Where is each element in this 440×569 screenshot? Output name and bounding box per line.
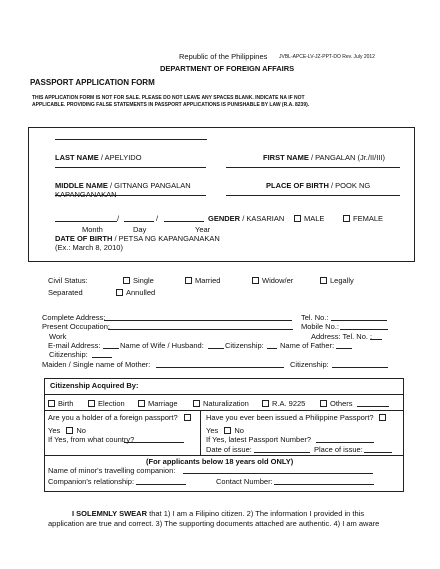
place-of-birth-label: PLACE OF BIRTH / POOK NG: [266, 181, 371, 190]
email-field[interactable]: [103, 348, 119, 349]
contact-number-label: Contact Number:: [216, 477, 273, 486]
last-name-label: LAST NAME / APELYIDO: [55, 153, 142, 162]
civil-status-label: Civil Status:: [48, 276, 88, 285]
department-name: DEPARTMENT OF FOREIGN AFFAIRS: [160, 64, 295, 73]
mother-citizenship-label: Citizenship:: [290, 360, 329, 369]
gender-female-option[interactable]: FEMALE: [343, 214, 383, 223]
work-tel-field[interactable]: [370, 339, 382, 340]
country-name: Republic of the Philippines: [179, 52, 268, 61]
work-label: Work: [49, 332, 67, 341]
naturalization-checkbox[interactable]: [193, 400, 200, 407]
tel-no-label: Tel. No.:: [301, 313, 329, 322]
complete-address-field[interactable]: [104, 320, 292, 321]
foreign-country-label: If Yes, from what country?: [48, 435, 135, 444]
form-code: JVBL-APCE-LV-JZ-PPT-DO Rev. July 2012: [279, 54, 375, 60]
middle-name-sub: KAPANGANAKAN: [55, 190, 117, 199]
dob-label: DATE OF BIRTH / PETSA NG KAPANGANAKAN: [55, 234, 220, 243]
divider: [200, 410, 201, 455]
notice-line-1: THIS APPLICATION FORM IS NOT FOR SALE. PLEASE DO NOT LEAVE ANY SPACES BLANK. INDICATE NA IF NOT: [32, 95, 305, 101]
father-name-field[interactable]: [336, 348, 352, 349]
dob-slash-2: /: [156, 214, 159, 223]
single-checkbox[interactable]: [123, 277, 130, 284]
tel-no-field[interactable]: [331, 320, 387, 321]
occupation-field[interactable]: [108, 329, 293, 330]
widow-checkbox[interactable]: [252, 277, 259, 284]
father-name-label: Name of Father:: [280, 341, 335, 350]
acquired-birth-option[interactable]: Birth: [48, 399, 73, 408]
day-label: Day: [133, 225, 147, 234]
date-issue-label: Date of issue:: [206, 445, 252, 454]
last-name-field[interactable]: [55, 139, 207, 140]
legally-checkbox[interactable]: [320, 277, 327, 284]
ph-yes-checkbox[interactable]: [224, 427, 231, 434]
dob-month-field[interactable]: [55, 221, 117, 222]
place-issue-label: Place of issue:: [314, 445, 363, 454]
civil-single-option[interactable]: Single: [123, 276, 154, 285]
latest-passport-label: If Yes, latest Passport Number?: [206, 435, 312, 444]
birth-checkbox[interactable]: [48, 400, 55, 407]
mobile-no-label: Mobile No.:: [301, 322, 339, 331]
acquired-election-option[interactable]: Election: [88, 399, 125, 408]
annulled-checkbox[interactable]: [116, 289, 123, 296]
foreign-yes-option[interactable]: Yes No: [48, 426, 86, 435]
companion-name-field[interactable]: [183, 473, 373, 474]
form-title: PASSPORT APPLICATION FORM: [30, 78, 155, 87]
acquired-others-option[interactable]: Others: [320, 399, 353, 408]
separated-label: Separated: [48, 288, 83, 297]
companion-name-label: Name of minor's travelling companion:: [48, 466, 176, 475]
foreign-passport-question: Are you a holder of a foreign passport?: [48, 413, 178, 422]
date-issue-field[interactable]: [254, 452, 310, 453]
civil-married-option[interactable]: Married: [185, 276, 220, 285]
divider: [44, 394, 403, 395]
divider: [44, 455, 403, 456]
dob-day-field[interactable]: [124, 221, 154, 222]
ra9225-checkbox[interactable]: [262, 400, 269, 407]
male-checkbox[interactable]: [294, 215, 301, 222]
spouse-citizenship-label: Citizenship:: [225, 341, 264, 350]
dob-slash-1: /: [117, 214, 120, 223]
mother-maiden-field[interactable]: [156, 367, 284, 368]
marriage-checkbox[interactable]: [138, 400, 145, 407]
divider: [44, 410, 403, 411]
oath-line-1: I SOLEMNLY SWEAR that 1) I am a Filipino citizen. 2) The information I provided in this: [72, 509, 365, 518]
companion-relationship-label: Companion's relationship:: [48, 477, 135, 486]
mobile-no-field[interactable]: [340, 329, 388, 330]
spouse-name-label: Name of Wife / Husband:: [120, 341, 204, 350]
spouse-citizenship-field[interactable]: [267, 348, 277, 349]
notice-line-2: APPLICABLE. PROVIDING FALSE STATEMENTS IN PASSPORT APPLICATIONS IS PUNISHABLE BY LAW (R.A. 8239).: [32, 102, 310, 108]
others-checkbox[interactable]: [320, 400, 327, 407]
work-address-label: Address: Tel. No. :: [311, 332, 373, 341]
first-name-field[interactable]: [226, 167, 400, 168]
first-name-label: FIRST NAME / PANGALAN (Jr./II/III): [263, 153, 385, 162]
citizenship-acquired-title: Citizenship Acquired By:: [50, 381, 139, 390]
dob-year-field[interactable]: [164, 221, 204, 222]
contact-number-field[interactable]: [274, 484, 374, 485]
month-label: Month: [82, 225, 103, 234]
minors-title: (For applicants below 18 years old ONLY): [146, 457, 294, 466]
ph-yes-option[interactable]: Yes No: [206, 426, 244, 435]
companion-relationship-field[interactable]: [136, 484, 186, 485]
gender-label: GENDER / KASARIAN: [208, 214, 285, 223]
gender-male-option[interactable]: MALE: [294, 214, 324, 223]
middle-name-label: MIDDLE NAME / GITNANG PANGALAN: [55, 181, 191, 190]
email-label: E-mail Address:: [48, 341, 101, 350]
civil-legally-option[interactable]: Legally: [320, 276, 354, 285]
acquired-naturalization-option[interactable]: Naturalization: [193, 399, 249, 408]
foreign-yes-checkbox[interactable]: [66, 427, 73, 434]
dob-example: (Ex.: March 8, 2010): [55, 243, 123, 252]
female-checkbox[interactable]: [343, 215, 350, 222]
married-checkbox[interactable]: [185, 277, 192, 284]
present-occupation-label: Present Occupation:: [42, 322, 110, 331]
civil-widow-option[interactable]: Widow/er: [252, 276, 293, 285]
last-name-field-2[interactable]: [55, 167, 206, 168]
ph-passport-checkbox[interactable]: [379, 414, 386, 421]
year-label: Year: [195, 225, 211, 234]
foreign-passport-checkbox[interactable]: [184, 414, 191, 421]
latest-passport-field[interactable]: [316, 442, 374, 443]
spouse-name-field[interactable]: [208, 348, 224, 349]
oath-line-2: application are true and correct. 3) The supporting documents attached are authentic. 4) I am aware: [48, 519, 380, 528]
mother-citizenship-field[interactable]: [332, 367, 388, 368]
complete-address-label: Complete Address:: [42, 313, 106, 322]
place-of-birth-field[interactable]: [226, 195, 400, 196]
foreign-country-field[interactable]: [124, 442, 184, 443]
others-field[interactable]: [357, 406, 389, 407]
civil-annulled-option[interactable]: Annulled: [116, 288, 155, 297]
election-checkbox[interactable]: [88, 400, 95, 407]
acquired-marriage-option[interactable]: Marriage: [138, 399, 178, 408]
ph-passport-question: Have you ever been issued a Philippine Passport?: [206, 413, 374, 422]
place-issue-field[interactable]: [364, 452, 392, 453]
mother-maiden-label: Maiden / Single name of Mother:: [42, 360, 151, 369]
father-citizenship-field[interactable]: [92, 357, 112, 358]
acquired-ra9225-option[interactable]: R.A. 9225: [262, 399, 305, 408]
father-citizenship-label: Citizenship:: [49, 350, 88, 359]
